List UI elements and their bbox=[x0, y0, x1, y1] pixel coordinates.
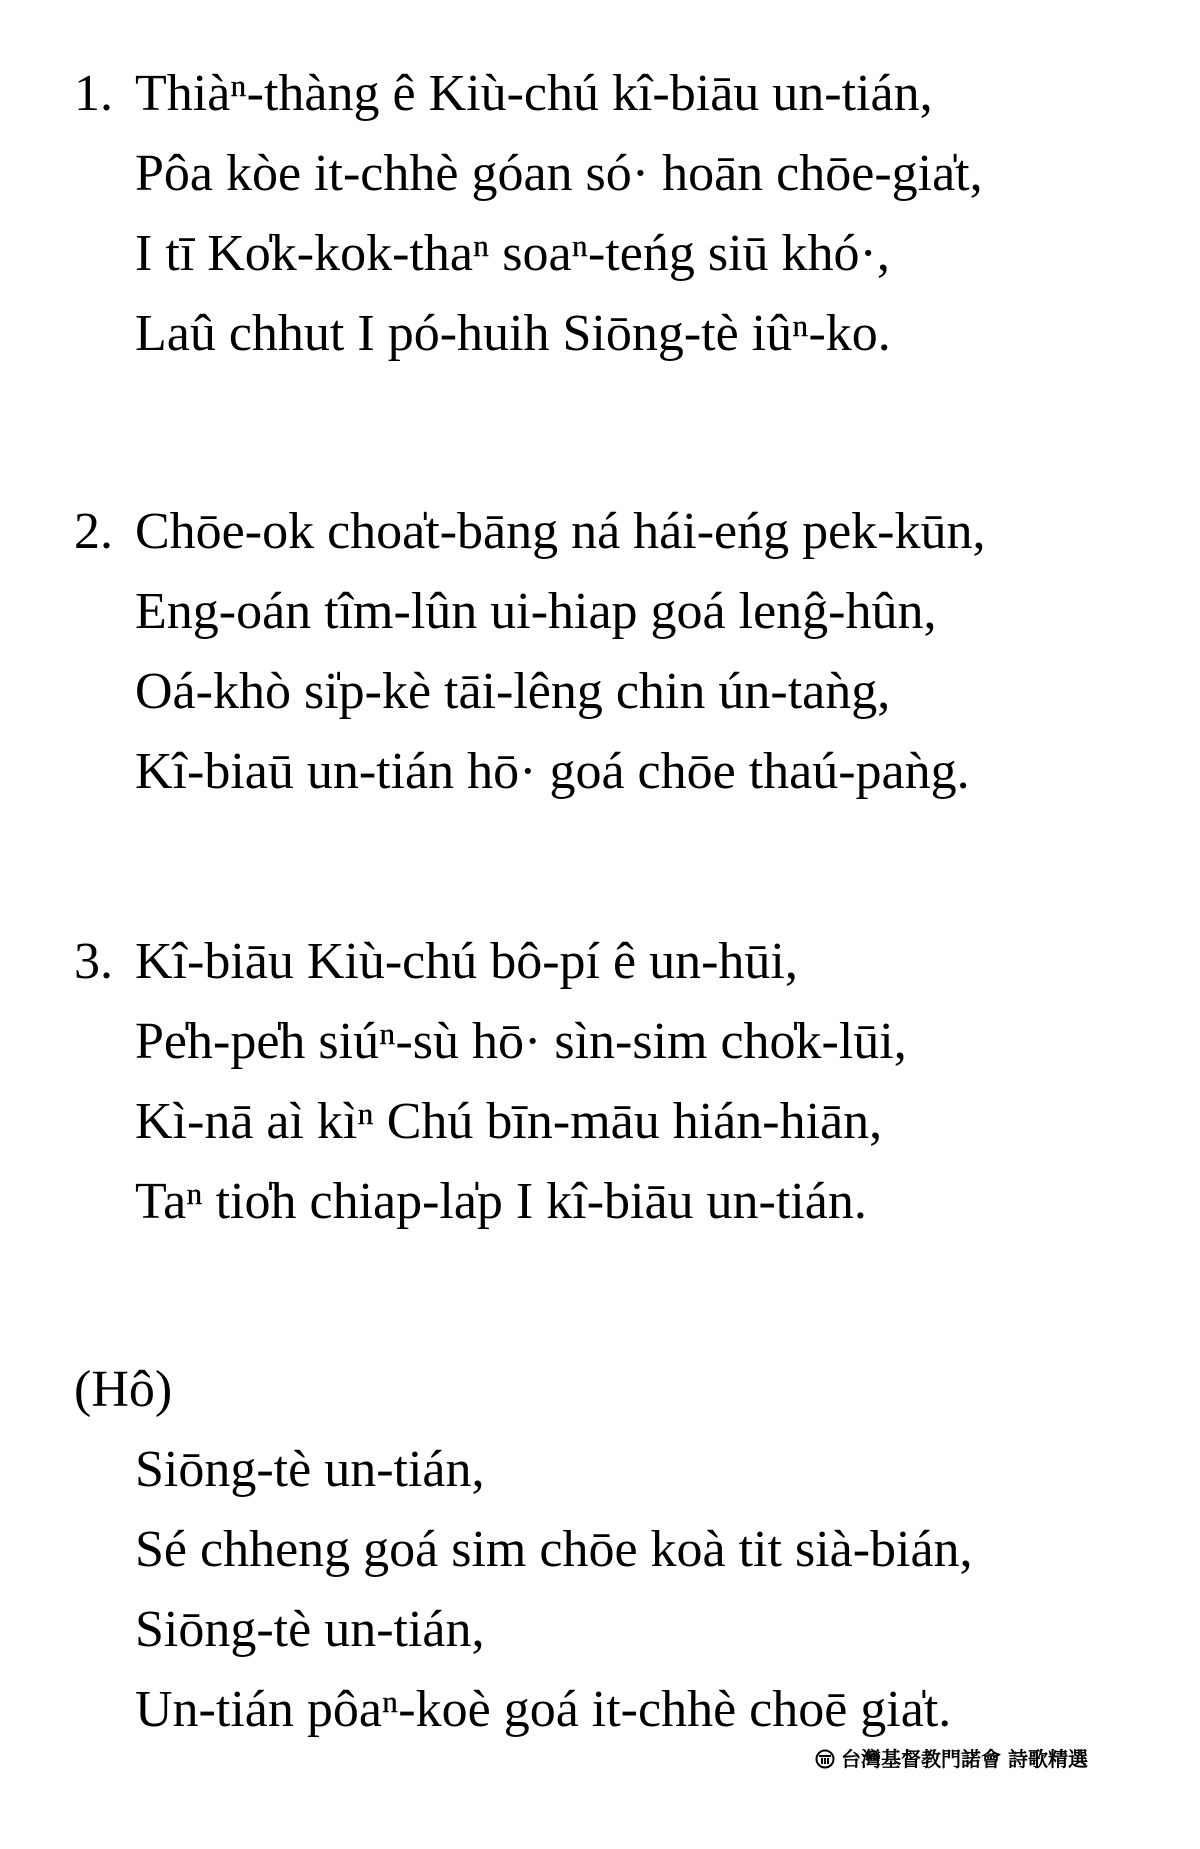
verse-line: Eng-oán tîm-lûn ui-hiap goá lenĝ-hûn, bbox=[135, 583, 937, 640]
chorus-line: Sé chheng goá sim chōe koà tit sià-bián, bbox=[135, 1521, 973, 1578]
verse-line: Kî-biāu Kiù-chú bô-pí ê un-hūi, bbox=[135, 933, 798, 990]
verse-number: 1. bbox=[74, 65, 113, 122]
publisher-footer bbox=[815, 1746, 1088, 1772]
verse-line: Chōe-ok choa̍t-bāng ná hái-eńg pek-kūn, bbox=[135, 503, 986, 560]
verse-line: Thiàⁿ-thàng ê Kiù-chú kî-biāu un-tián, bbox=[135, 65, 933, 122]
verse-line: Kî-biaū un-tián hō· goá chōe thaú-paǹg. bbox=[135, 743, 970, 800]
mennonite-church-logo-icon bbox=[815, 1749, 835, 1769]
verse-number: 3. bbox=[74, 933, 113, 990]
verse-line: Taⁿ tio̍h chiap-la̍p I kî-biāu un-tián. bbox=[135, 1173, 867, 1230]
chorus-line: Siōng-tè un-tián, bbox=[135, 1601, 485, 1658]
verse-line: Oá-khò si̍p-kè tāi-lêng chin ún-taǹg, bbox=[135, 663, 891, 720]
chorus-line: Siōng-tè un-tián, bbox=[135, 1441, 485, 1498]
chorus-label: (Hô) bbox=[74, 1361, 173, 1418]
verse-line: I tī Ko̍k-kok-thaⁿ soaⁿ-teńg siū khó·, bbox=[135, 225, 890, 282]
chorus-line: Un-tián pôaⁿ-koè goá it-chhè choē gia̍t. bbox=[135, 1681, 952, 1738]
verse-line: Kì-nā aì kìⁿ Chú bīn-māu hián-hiān, bbox=[135, 1093, 883, 1150]
verse-line: Pôa kòe it-chhè góan só· hoān chōe-gia̍t, bbox=[135, 145, 983, 202]
verse-line: Pe̍h-pe̍h siúⁿ-sù hō· sìn-sim cho̍k-lūi, bbox=[135, 1013, 907, 1070]
footer-text: 台灣基督教門諾會 詩歌精選 bbox=[841, 1747, 1088, 1771]
verse-line: Laû chhut I pó-huih Siōng-tè iûⁿ-ko. bbox=[135, 305, 891, 362]
verse-number: 2. bbox=[74, 503, 113, 560]
